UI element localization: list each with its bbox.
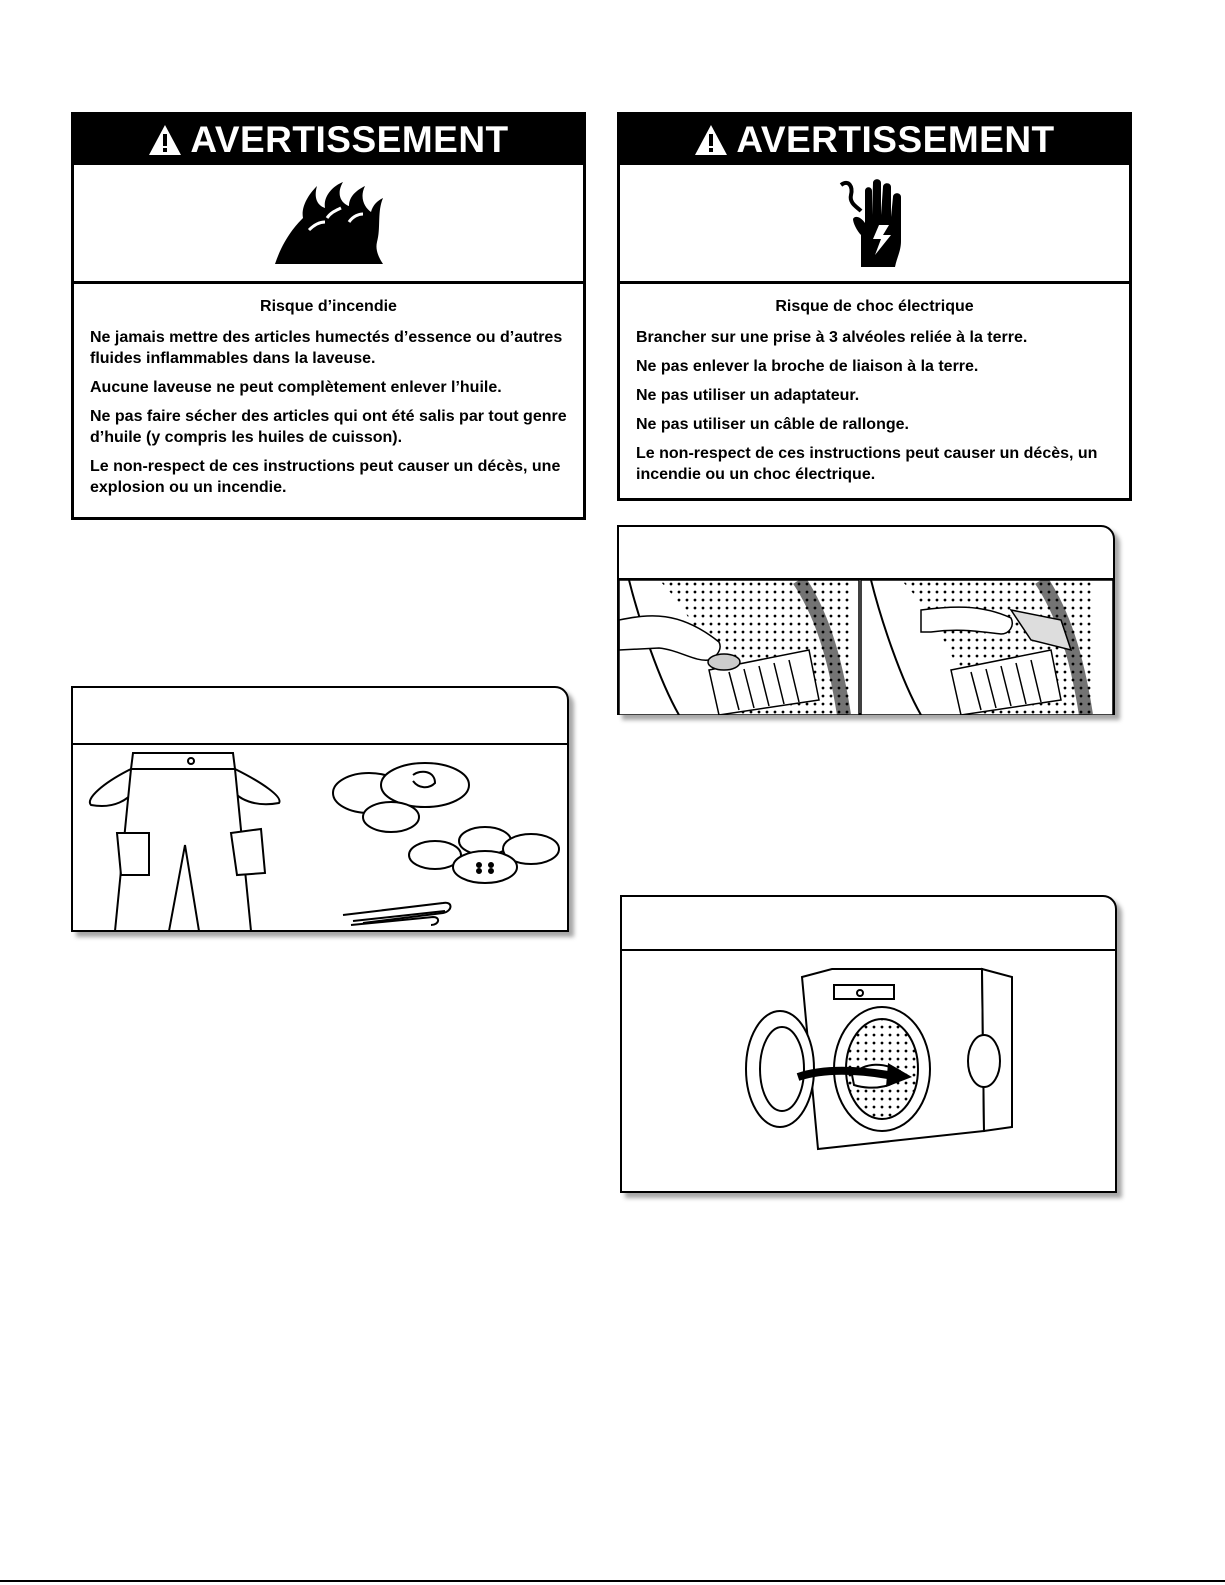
- fire-icon: [269, 178, 389, 268]
- coins-icon: [333, 763, 469, 832]
- footer-rule: [0, 1580, 1225, 1582]
- warning-line: Brancher sur une prise à 3 alvéoles reliée à la terre.: [636, 329, 1028, 346]
- warning-header: [74, 115, 583, 165]
- empty-pockets-panel: [71, 686, 569, 932]
- panel-header: [73, 688, 567, 745]
- electric-shock-hand-icon: [835, 175, 915, 271]
- warning-body: [620, 284, 1129, 485]
- pants-icon: [90, 753, 280, 931]
- washer-loading-illustration: [622, 951, 1115, 1193]
- panel-header: [619, 527, 1113, 580]
- warning-body: [74, 284, 583, 498]
- panel-header: [622, 897, 1115, 951]
- warning-title: AVERTISSEMENT: [736, 119, 1055, 160]
- warning-line: Ne pas enlever la broche de liaison à la terre.: [636, 358, 979, 375]
- warning-header: [620, 115, 1129, 165]
- warning-triangle-icon: [148, 123, 182, 157]
- warning-icon-area: [74, 165, 583, 284]
- warning-line: Ne pas faire sécher des articles qui ont été salis par tout genre d’huile (y compris les huiles de cuisson).: [90, 408, 567, 446]
- warning-line: Le non-respect de ces instructions peut causer un décès, un incendie ou un choc électrique.: [636, 445, 1098, 483]
- warning-line: Ne pas utiliser un adaptateur.: [636, 387, 860, 404]
- warning-triangle-icon: [694, 123, 728, 157]
- warning-icon-area: [620, 165, 1129, 284]
- empty-pockets-illustration: [73, 745, 567, 931]
- warning-line: Ne jamais mettre des articles humectés d’essence ou d’autres fluides inflammables dans la laveuse.: [90, 329, 563, 367]
- warning-line: Aucune laveuse ne peut complètement enlever l’huile.: [90, 379, 502, 396]
- warning-line: Le non-respect de ces instructions peut causer un décès, une explosion ou un incendie.: [90, 458, 561, 496]
- electric-warning-box: [617, 112, 1132, 501]
- safety-pins-icon: [343, 903, 451, 925]
- warning-line: Ne pas utiliser un câble de rallonge.: [636, 416, 909, 433]
- risk-title: Risque de choc électrique: [775, 298, 974, 315]
- risk-title: Risque d’incendie: [260, 298, 397, 315]
- warning-title: AVERTISSEMENT: [190, 119, 509, 160]
- fire-warning-box: [71, 112, 586, 520]
- drum-lifter-illustration: [619, 580, 1113, 715]
- washer-loading-panel: [620, 895, 1117, 1193]
- buttons-icon: [409, 827, 559, 883]
- drum-inspection-panel: [617, 525, 1115, 715]
